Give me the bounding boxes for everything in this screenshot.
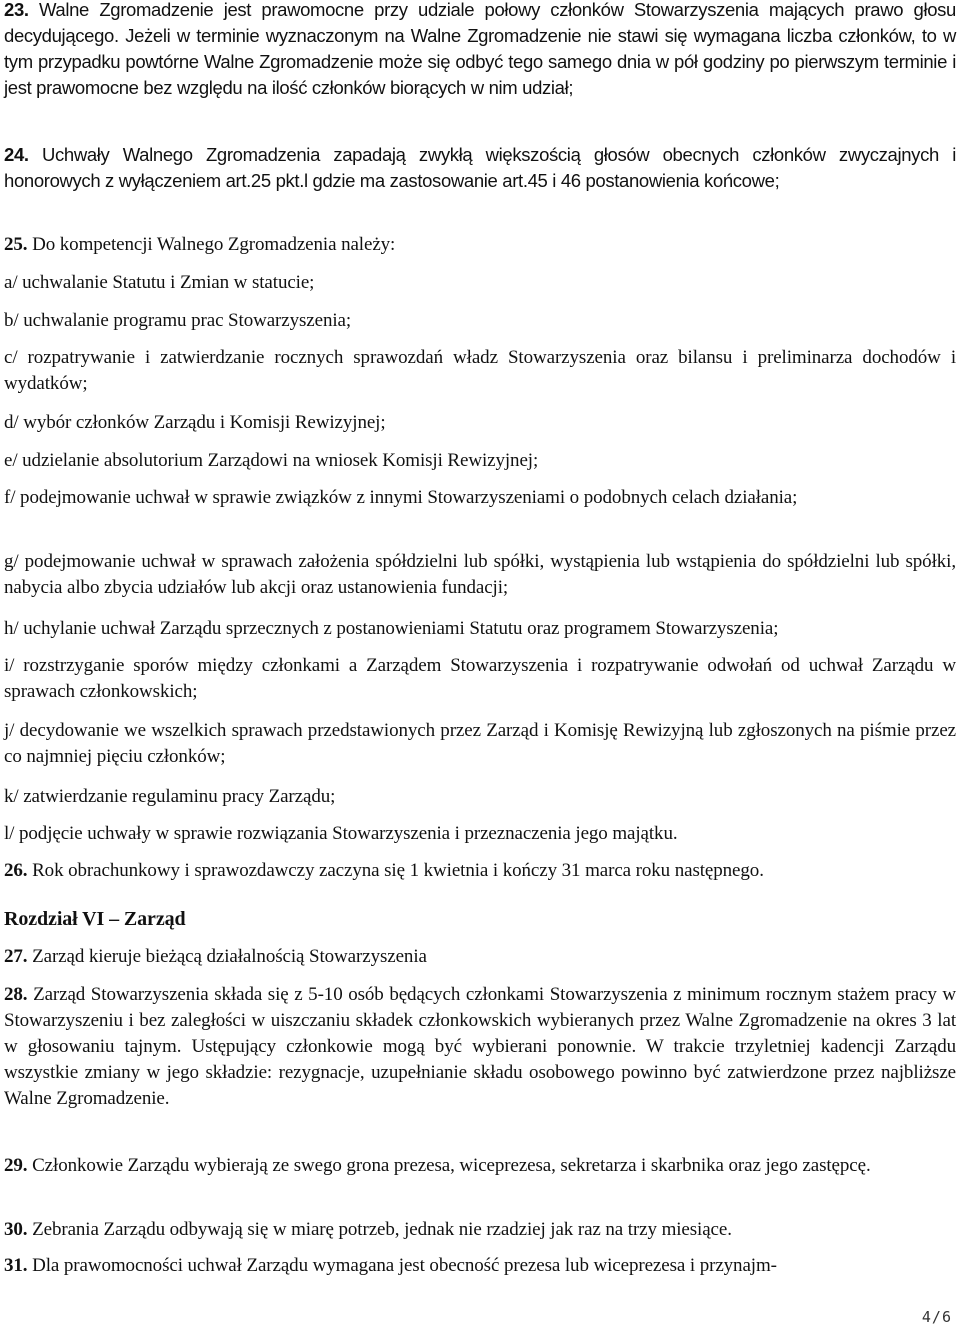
paragraph-number: 26. <box>4 860 28 881</box>
paragraph-text: Uchwały Walnego Zgromadzenia zapadają zwykłą większością głosów obecnych członków zwyczajnych i honorowych z wyłączeniem art.25 pkt.l gdzie ma zastosowanie art.45 i 46 postanowienia końcowe; <box>4 144 956 191</box>
list-item-h <box>4 616 956 642</box>
list-item-text: j/ decydowanie we wszelkich sprawach przedstawionych przez Zarząd i Komisję Rewizyjną lub zgłoszonych na piśmie przez co najmniej pięciu członków; <box>4 720 956 767</box>
list-item-j <box>4 718 956 770</box>
page-number: 4/6 <box>921 1308 952 1326</box>
list-item-text: e/ udzielanie absolutorium Zarządowi na wniosek Komisji Rewizyjnej; <box>4 450 539 471</box>
paragraph-number: 31. <box>4 1255 28 1276</box>
list-item-text: h/ uchylanie uchwał Zarządu sprzecznych z postanowieniami Statutu oraz programem Stowarzyszenia; <box>4 618 779 639</box>
list-item-b <box>4 308 956 334</box>
paragraph-number: 25. <box>4 234 28 255</box>
paragraph-text: Członkowie Zarządu wybierają ze swego grona prezesa, wiceprezesa, sekretarza i skarbnika oraz jego zastępcę. <box>27 1155 871 1176</box>
paragraph-23 <box>4 0 956 101</box>
paragraph-number: 28. <box>4 984 28 1005</box>
paragraph-number: 27. <box>4 946 28 967</box>
list-item-a <box>4 270 956 296</box>
paragraph-27 <box>4 944 956 970</box>
paragraph-text: Zebrania Zarządu odbywają się w miarę potrzeb, jednak nie rzadziej jak raz na trzy miesiące. <box>27 1219 732 1240</box>
paragraph-text: Rok obrachunkowy i sprawozdawczy zaczyna się 1 kwietnia i kończy 31 marca roku następnego. <box>27 860 764 881</box>
paragraph-29 <box>4 1153 956 1179</box>
list-item-text: c/ rozpatrywanie i zatwierdzanie rocznych sprawozdań władz Stowarzyszenia oraz bilansu i preliminarza dochodów i wydatków; <box>4 347 956 394</box>
list-item-text: i/ rozstrzyganie sporów między członkami a Zarządem Stowarzyszenia i rozpatrywanie odwołań od uchwał Zarządu w sprawach członkowskich; <box>4 655 956 702</box>
list-item-text: g/ podejmowanie uchwał w sprawach założenia spółdzielni lub spółki, wystąpienia lub wstąpienia do spółdzielni lub spółki, nabycia albo zbycia udziałów lub akcji oraz ustanowienia fundacji; <box>4 551 956 598</box>
paragraph-text: Dla prawomocności uchwał Zarządu wymagana jest obecność prezesa lub wiceprezesa i przynajm- <box>27 1255 777 1276</box>
paragraph-number: 24. <box>4 144 29 165</box>
paragraph-31 <box>4 1253 956 1279</box>
paragraph-24 <box>4 142 956 194</box>
section-heading-text: Rozdział VI – Zarząd <box>4 908 186 930</box>
list-item-i <box>4 653 956 705</box>
paragraph-26 <box>4 858 956 884</box>
paragraph-text: Zarząd kieruje bieżącą działalnością Stowarzyszenia <box>27 946 427 967</box>
list-item-c <box>4 345 956 397</box>
list-item-d <box>4 410 956 436</box>
paragraph-text: Zarząd Stowarzyszenia składa się z 5-10 osób będących członkami Stowarzyszenia z minimum rocznym stażem pracy w Stowarzyszeniu i bez zaległości w uiszczaniu składek członkowskich wybieranych przez Walne Zgromadzenie na okres 3 lat w głosowaniu tajnym. Ustępujący członkowie mogą być wybierani ponownie. W trakcie trzyletniej kadencji Zarządu wszystkie zmiany w jego składzie: rezygnacje, uzupełnianie składu osobowego powinno być zatwierdzone przez najbliższe Walne Zgromadzenie. <box>4 984 956 1109</box>
list-item-text: l/ podjęcie uchwały w sprawie rozwiązania Stowarzyszenia i przeznaczenia jego majątku. <box>4 823 678 844</box>
paragraph-28 <box>4 982 956 1112</box>
paragraph-text: Do kompetencji Walnego Zgromadzenia należy: <box>27 234 396 255</box>
paragraph-text: Walne Zgromadzenie jest prawomocne przy udziale połowy członków Stowarzyszenia mających prawo głosu decydującego. Jeżeli w terminie wyznaczonym na Walne Zgromadzenie nie stawi się wymagana liczba członków, to w tym przypadku powtórne Walne Zgromadzenie może się odbyć tego samego dnia w pół godziny po pierwszym terminie i jest prawomocne bez względu na ilość członków biorących w nim udział; <box>4 0 956 98</box>
paragraph-25 <box>4 232 956 258</box>
list-item-g <box>4 549 956 601</box>
list-item-text: k/ zatwierdzanie regulaminu pracy Zarządu; <box>4 786 336 807</box>
paragraph-number: 23. <box>4 0 29 20</box>
section-heading <box>4 906 956 932</box>
list-item-text: f/ podejmowanie uchwał w sprawie związków z innymi Stowarzyszeniami o podobnych celach działania; <box>4 487 798 508</box>
list-item-text: b/ uchwalanie programu prac Stowarzyszenia; <box>4 310 352 331</box>
list-item-k <box>4 784 956 810</box>
list-item-text: d/ wybór członków Zarządu i Komisji Rewizyjnej; <box>4 412 386 433</box>
list-item-text: a/ uchwalanie Statutu i Zmian w statucie; <box>4 272 315 293</box>
list-item-f <box>4 485 956 511</box>
list-item-e <box>4 448 956 474</box>
paragraph-30 <box>4 1217 956 1243</box>
paragraph-number: 29. <box>4 1155 28 1176</box>
list-item-l <box>4 821 956 847</box>
paragraph-number: 30. <box>4 1219 28 1240</box>
